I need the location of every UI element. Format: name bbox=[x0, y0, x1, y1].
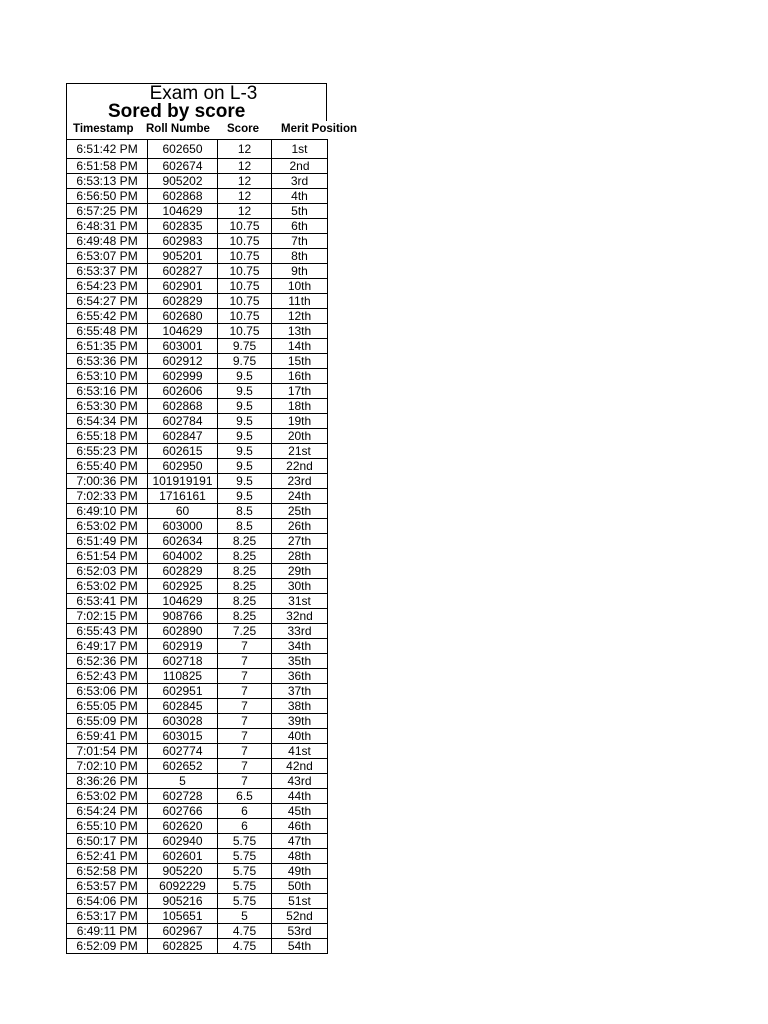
cell-merit-position: 36th bbox=[272, 669, 328, 684]
cell-merit-position: 14th bbox=[272, 339, 328, 354]
cell-roll-number: 602606 bbox=[148, 384, 218, 399]
cell-merit-position: 39th bbox=[272, 714, 328, 729]
table-row bbox=[67, 894, 328, 909]
cell-timestamp: 6:55:43 PM bbox=[67, 624, 148, 639]
cell-timestamp: 6:51:49 PM bbox=[67, 534, 148, 549]
table-row bbox=[67, 474, 328, 489]
cell-score: 5.75 bbox=[218, 849, 272, 864]
table-row bbox=[67, 714, 328, 729]
table-row bbox=[67, 639, 328, 654]
cell-timestamp: 6:55:05 PM bbox=[67, 699, 148, 714]
cell-timestamp: 6:52:09 PM bbox=[67, 939, 148, 954]
cell-score: 6 bbox=[218, 804, 272, 819]
header-roll-number: Roll Numbe bbox=[146, 123, 210, 135]
title-box bbox=[66, 83, 327, 121]
table-row bbox=[67, 834, 328, 849]
cell-timestamp: 6:53:02 PM bbox=[67, 519, 148, 534]
table-row bbox=[67, 174, 328, 189]
cell-roll-number: 905220 bbox=[148, 864, 218, 879]
table-row bbox=[67, 324, 328, 339]
cell-merit-position: 50th bbox=[272, 879, 328, 894]
table-row bbox=[67, 684, 328, 699]
cell-score: 10.75 bbox=[218, 324, 272, 339]
cell-timestamp: 6:54:06 PM bbox=[67, 894, 148, 909]
cell-merit-position: 7th bbox=[272, 234, 328, 249]
table-row bbox=[67, 624, 328, 639]
cell-merit-position: 51st bbox=[272, 894, 328, 909]
cell-score: 10.75 bbox=[218, 264, 272, 279]
cell-merit-position: 5th bbox=[272, 204, 328, 219]
cell-roll-number: 602680 bbox=[148, 309, 218, 324]
header-merit-position: Merit Position bbox=[281, 123, 358, 135]
table-row bbox=[67, 579, 328, 594]
cell-merit-position: 20th bbox=[272, 429, 328, 444]
cell-timestamp: 6:52:43 PM bbox=[67, 669, 148, 684]
cell-timestamp: 6:53:02 PM bbox=[67, 579, 148, 594]
cell-timestamp: 6:53:13 PM bbox=[67, 174, 148, 189]
cell-timestamp: 6:54:24 PM bbox=[67, 804, 148, 819]
cell-timestamp: 6:52:36 PM bbox=[67, 654, 148, 669]
table-row bbox=[67, 264, 328, 279]
cell-timestamp: 6:53:10 PM bbox=[67, 369, 148, 384]
cell-timestamp: 6:55:42 PM bbox=[67, 309, 148, 324]
cell-timestamp: 6:49:10 PM bbox=[67, 504, 148, 519]
cell-score: 7 bbox=[218, 744, 272, 759]
table-row bbox=[67, 369, 328, 384]
cell-timestamp: 6:52:03 PM bbox=[67, 564, 148, 579]
cell-roll-number: 60 bbox=[148, 504, 218, 519]
cell-roll-number: 602901 bbox=[148, 279, 218, 294]
cell-timestamp: 6:53:37 PM bbox=[67, 264, 148, 279]
cell-merit-position: 11th bbox=[272, 294, 328, 309]
cell-timestamp: 6:53:16 PM bbox=[67, 384, 148, 399]
cell-timestamp: 6:54:23 PM bbox=[67, 279, 148, 294]
cell-roll-number: 602950 bbox=[148, 459, 218, 474]
cell-roll-number: 602634 bbox=[148, 534, 218, 549]
cell-roll-number: 602829 bbox=[148, 564, 218, 579]
cell-merit-position: 10th bbox=[272, 279, 328, 294]
table-row bbox=[67, 309, 328, 324]
cell-timestamp: 6:53:07 PM bbox=[67, 249, 148, 264]
table-row bbox=[67, 909, 328, 924]
table-row bbox=[67, 669, 328, 684]
cell-roll-number: 905202 bbox=[148, 174, 218, 189]
table-row bbox=[67, 140, 328, 159]
cell-timestamp: 6:54:34 PM bbox=[67, 414, 148, 429]
cell-timestamp: 6:53:41 PM bbox=[67, 594, 148, 609]
table-row bbox=[67, 384, 328, 399]
cell-score: 7 bbox=[218, 699, 272, 714]
cell-timestamp: 6:53:36 PM bbox=[67, 354, 148, 369]
cell-score: 5.75 bbox=[218, 879, 272, 894]
cell-merit-position: 16th bbox=[272, 369, 328, 384]
cell-timestamp: 7:02:33 PM bbox=[67, 489, 148, 504]
table-row bbox=[67, 519, 328, 534]
cell-roll-number: 603028 bbox=[148, 714, 218, 729]
cell-timestamp: 6:59:41 PM bbox=[67, 729, 148, 744]
table-row bbox=[67, 939, 328, 954]
cell-roll-number: 602718 bbox=[148, 654, 218, 669]
cell-timestamp: 6:55:40 PM bbox=[67, 459, 148, 474]
cell-merit-position: 49th bbox=[272, 864, 328, 879]
cell-timestamp: 6:55:48 PM bbox=[67, 324, 148, 339]
cell-timestamp: 6:49:17 PM bbox=[67, 639, 148, 654]
table-row bbox=[67, 339, 328, 354]
cell-score: 8.25 bbox=[218, 534, 272, 549]
cell-merit-position: 13th bbox=[272, 324, 328, 339]
table-row bbox=[67, 729, 328, 744]
table-row bbox=[67, 804, 328, 819]
table-row bbox=[67, 219, 328, 234]
cell-roll-number: 602868 bbox=[148, 189, 218, 204]
cell-score: 8.5 bbox=[218, 519, 272, 534]
cell-score: 9.5 bbox=[218, 369, 272, 384]
results-table-body bbox=[67, 140, 328, 954]
cell-roll-number: 5 bbox=[148, 774, 218, 789]
cell-roll-number: 908766 bbox=[148, 609, 218, 624]
cell-roll-number: 603015 bbox=[148, 729, 218, 744]
cell-score: 9.5 bbox=[218, 384, 272, 399]
cell-merit-position: 37th bbox=[272, 684, 328, 699]
cell-timestamp: 6:48:31 PM bbox=[67, 219, 148, 234]
cell-roll-number: 104629 bbox=[148, 324, 218, 339]
cell-timestamp: 7:01:54 PM bbox=[67, 744, 148, 759]
cell-roll-number: 603001 bbox=[148, 339, 218, 354]
cell-merit-position: 46th bbox=[272, 819, 328, 834]
cell-score: 9.5 bbox=[218, 429, 272, 444]
table-row bbox=[67, 204, 328, 219]
cell-merit-position: 26th bbox=[272, 519, 328, 534]
cell-roll-number: 602912 bbox=[148, 354, 218, 369]
table-row bbox=[67, 159, 328, 174]
table-row bbox=[67, 924, 328, 939]
cell-roll-number: 602827 bbox=[148, 264, 218, 279]
cell-roll-number: 602845 bbox=[148, 699, 218, 714]
cell-roll-number: 105651 bbox=[148, 909, 218, 924]
cell-roll-number: 602829 bbox=[148, 294, 218, 309]
cell-merit-position: 32nd bbox=[272, 609, 328, 624]
cell-roll-number: 602847 bbox=[148, 429, 218, 444]
cell-score: 10.75 bbox=[218, 249, 272, 264]
cell-timestamp: 6:55:23 PM bbox=[67, 444, 148, 459]
table-row bbox=[67, 594, 328, 609]
cell-roll-number: 602615 bbox=[148, 444, 218, 459]
cell-merit-position: 24th bbox=[272, 489, 328, 504]
cell-score: 12 bbox=[218, 140, 272, 159]
cell-timestamp: 6:51:42 PM bbox=[67, 140, 148, 159]
cell-roll-number: 603000 bbox=[148, 519, 218, 534]
table-row bbox=[67, 354, 328, 369]
cell-merit-position: 47th bbox=[272, 834, 328, 849]
cell-score: 5.75 bbox=[218, 894, 272, 909]
cell-roll-number: 602601 bbox=[148, 849, 218, 864]
cell-merit-position: 52nd bbox=[272, 909, 328, 924]
cell-score: 12 bbox=[218, 204, 272, 219]
cell-timestamp: 6:56:50 PM bbox=[67, 189, 148, 204]
cell-roll-number: 602967 bbox=[148, 924, 218, 939]
cell-roll-number: 602951 bbox=[148, 684, 218, 699]
cell-merit-position: 29th bbox=[272, 564, 328, 579]
cell-score: 12 bbox=[218, 189, 272, 204]
cell-merit-position: 9th bbox=[272, 264, 328, 279]
cell-roll-number: 104629 bbox=[148, 594, 218, 609]
cell-timestamp: 6:53:02 PM bbox=[67, 789, 148, 804]
cell-roll-number: 602674 bbox=[148, 159, 218, 174]
cell-timestamp: 6:49:11 PM bbox=[67, 924, 148, 939]
cell-score: 7 bbox=[218, 774, 272, 789]
cell-score: 7.25 bbox=[218, 624, 272, 639]
cell-score: 9.5 bbox=[218, 489, 272, 504]
cell-score: 5.75 bbox=[218, 864, 272, 879]
cell-merit-position: 42nd bbox=[272, 759, 328, 774]
cell-roll-number: 104629 bbox=[148, 204, 218, 219]
cell-score: 9.5 bbox=[218, 444, 272, 459]
table-row bbox=[67, 564, 328, 579]
table-row bbox=[67, 279, 328, 294]
score-sheet bbox=[66, 83, 358, 954]
cell-score: 6 bbox=[218, 819, 272, 834]
cell-merit-position: 44th bbox=[272, 789, 328, 804]
cell-score: 6.5 bbox=[218, 789, 272, 804]
cell-merit-position: 15th bbox=[272, 354, 328, 369]
cell-merit-position: 3rd bbox=[272, 174, 328, 189]
sheet-title: Exam on L-3 bbox=[149, 83, 258, 104]
cell-roll-number: 110825 bbox=[148, 669, 218, 684]
table-row bbox=[67, 414, 328, 429]
table-row bbox=[67, 399, 328, 414]
table-row bbox=[67, 189, 328, 204]
cell-merit-position: 30th bbox=[272, 579, 328, 594]
cell-merit-position: 53rd bbox=[272, 924, 328, 939]
cell-score: 9.5 bbox=[218, 399, 272, 414]
table-row bbox=[67, 489, 328, 504]
cell-merit-position: 40th bbox=[272, 729, 328, 744]
table-row bbox=[67, 504, 328, 519]
cell-score: 8.25 bbox=[218, 579, 272, 594]
table-row bbox=[67, 864, 328, 879]
cell-score: 7 bbox=[218, 684, 272, 699]
table-row bbox=[67, 849, 328, 864]
cell-roll-number: 101919191 bbox=[148, 474, 218, 489]
table-row bbox=[67, 699, 328, 714]
cell-timestamp: 6:51:58 PM bbox=[67, 159, 148, 174]
cell-score: 4.75 bbox=[218, 939, 272, 954]
cell-score: 10.75 bbox=[218, 294, 272, 309]
cell-score: 8.25 bbox=[218, 549, 272, 564]
cell-score: 9.75 bbox=[218, 354, 272, 369]
cell-merit-position: 6th bbox=[272, 219, 328, 234]
cell-timestamp: 6:51:35 PM bbox=[67, 339, 148, 354]
cell-score: 8.25 bbox=[218, 594, 272, 609]
cell-merit-position: 28th bbox=[272, 549, 328, 564]
cell-roll-number: 604002 bbox=[148, 549, 218, 564]
cell-score: 5.75 bbox=[218, 834, 272, 849]
table-row bbox=[67, 819, 328, 834]
cell-roll-number: 602940 bbox=[148, 834, 218, 849]
cell-timestamp: 7:02:15 PM bbox=[67, 609, 148, 624]
cell-merit-position: 18th bbox=[272, 399, 328, 414]
cell-merit-position: 43rd bbox=[272, 774, 328, 789]
cell-score: 9.75 bbox=[218, 339, 272, 354]
cell-timestamp: 6:53:17 PM bbox=[67, 909, 148, 924]
cell-score: 4.75 bbox=[218, 924, 272, 939]
table-row bbox=[67, 879, 328, 894]
table-row bbox=[67, 429, 328, 444]
cell-timestamp: 6:50:17 PM bbox=[67, 834, 148, 849]
cell-timestamp: 6:55:18 PM bbox=[67, 429, 148, 444]
cell-timestamp: 7:02:10 PM bbox=[67, 759, 148, 774]
cell-timestamp: 6:54:27 PM bbox=[67, 294, 148, 309]
cell-merit-position: 23rd bbox=[272, 474, 328, 489]
cell-roll-number: 602890 bbox=[148, 624, 218, 639]
cell-roll-number: 602868 bbox=[148, 399, 218, 414]
table-row bbox=[67, 534, 328, 549]
cell-score: 7 bbox=[218, 729, 272, 744]
cell-merit-position: 45th bbox=[272, 804, 328, 819]
cell-merit-position: 2nd bbox=[272, 159, 328, 174]
cell-timestamp: 6:52:41 PM bbox=[67, 849, 148, 864]
results-table bbox=[66, 139, 328, 954]
cell-merit-position: 1st bbox=[272, 140, 328, 159]
cell-timestamp: 6:53:30 PM bbox=[67, 399, 148, 414]
table-row bbox=[67, 459, 328, 474]
table-row bbox=[67, 249, 328, 264]
cell-score: 7 bbox=[218, 759, 272, 774]
cell-score: 7 bbox=[218, 654, 272, 669]
table-row bbox=[67, 549, 328, 564]
table-row bbox=[67, 759, 328, 774]
cell-roll-number: 602983 bbox=[148, 234, 218, 249]
cell-roll-number: 602652 bbox=[148, 759, 218, 774]
table-row bbox=[67, 774, 328, 789]
cell-roll-number: 602999 bbox=[148, 369, 218, 384]
table-row bbox=[67, 294, 328, 309]
header-score: Score bbox=[227, 123, 259, 135]
cell-merit-position: 54th bbox=[272, 939, 328, 954]
cell-timestamp: 6:53:06 PM bbox=[67, 684, 148, 699]
cell-score: 5 bbox=[218, 909, 272, 924]
cell-score: 10.75 bbox=[218, 309, 272, 324]
cell-merit-position: 21st bbox=[272, 444, 328, 459]
cell-score: 7 bbox=[218, 669, 272, 684]
cell-merit-position: 31st bbox=[272, 594, 328, 609]
cell-roll-number: 602620 bbox=[148, 819, 218, 834]
cell-merit-position: 17th bbox=[272, 384, 328, 399]
cell-roll-number: 602919 bbox=[148, 639, 218, 654]
cell-merit-position: 41st bbox=[272, 744, 328, 759]
header-timestamp: Timestamp bbox=[73, 123, 134, 135]
cell-score: 12 bbox=[218, 174, 272, 189]
cell-roll-number: 905201 bbox=[148, 249, 218, 264]
cell-merit-position: 19th bbox=[272, 414, 328, 429]
cell-score: 10.75 bbox=[218, 279, 272, 294]
cell-roll-number: 602925 bbox=[148, 579, 218, 594]
cell-roll-number: 602774 bbox=[148, 744, 218, 759]
table-row bbox=[67, 234, 328, 249]
sheet-subtitle: Sored by score bbox=[108, 101, 246, 122]
cell-roll-number: 602650 bbox=[148, 140, 218, 159]
cell-merit-position: 4th bbox=[272, 189, 328, 204]
table-row bbox=[67, 444, 328, 459]
cell-score: 10.75 bbox=[218, 219, 272, 234]
cell-roll-number: 6092229 bbox=[148, 879, 218, 894]
cell-timestamp: 6:52:58 PM bbox=[67, 864, 148, 879]
cell-merit-position: 34th bbox=[272, 639, 328, 654]
cell-timestamp: 7:00:36 PM bbox=[67, 474, 148, 489]
cell-timestamp: 6:55:10 PM bbox=[67, 819, 148, 834]
cell-score: 9.5 bbox=[218, 459, 272, 474]
cell-timestamp: 8:36:26 PM bbox=[67, 774, 148, 789]
cell-score: 8.25 bbox=[218, 609, 272, 624]
cell-roll-number: 602784 bbox=[148, 414, 218, 429]
cell-roll-number: 905216 bbox=[148, 894, 218, 909]
cell-roll-number: 602728 bbox=[148, 789, 218, 804]
cell-score: 9.5 bbox=[218, 414, 272, 429]
cell-score: 12 bbox=[218, 159, 272, 174]
cell-score: 8.5 bbox=[218, 504, 272, 519]
table-row bbox=[67, 789, 328, 804]
cell-score: 7 bbox=[218, 714, 272, 729]
cell-timestamp: 6:51:54 PM bbox=[67, 549, 148, 564]
column-header-row bbox=[66, 121, 358, 139]
cell-score: 9.5 bbox=[218, 474, 272, 489]
cell-timestamp: 6:57:25 PM bbox=[67, 204, 148, 219]
cell-merit-position: 35th bbox=[272, 654, 328, 669]
cell-merit-position: 33rd bbox=[272, 624, 328, 639]
cell-roll-number: 602766 bbox=[148, 804, 218, 819]
cell-merit-position: 25th bbox=[272, 504, 328, 519]
cell-merit-position: 22nd bbox=[272, 459, 328, 474]
cell-timestamp: 6:53:57 PM bbox=[67, 879, 148, 894]
cell-merit-position: 27th bbox=[272, 534, 328, 549]
cell-roll-number: 602835 bbox=[148, 219, 218, 234]
table-row bbox=[67, 744, 328, 759]
cell-merit-position: 48th bbox=[272, 849, 328, 864]
cell-score: 7 bbox=[218, 639, 272, 654]
table-row bbox=[67, 654, 328, 669]
cell-roll-number: 1716161 bbox=[148, 489, 218, 504]
cell-roll-number: 602825 bbox=[148, 939, 218, 954]
table-row bbox=[67, 609, 328, 624]
cell-merit-position: 8th bbox=[272, 249, 328, 264]
cell-merit-position: 12th bbox=[272, 309, 328, 324]
cell-score: 8.25 bbox=[218, 564, 272, 579]
cell-score: 10.75 bbox=[218, 234, 272, 249]
cell-timestamp: 6:55:09 PM bbox=[67, 714, 148, 729]
cell-timestamp: 6:49:48 PM bbox=[67, 234, 148, 249]
cell-merit-position: 38th bbox=[272, 699, 328, 714]
